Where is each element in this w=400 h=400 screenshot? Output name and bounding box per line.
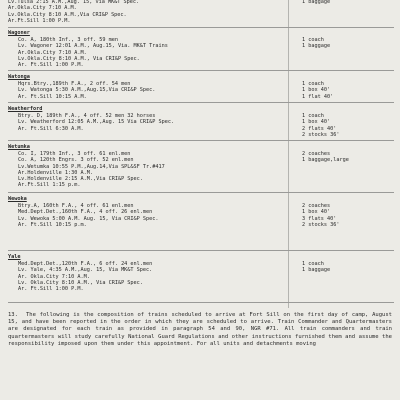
schedule-line: Ar.Okla.City 7:10 A.M. [8, 5, 77, 12]
schedule-line: Ar. Ft.Sill 6:30 A.M. [18, 125, 84, 132]
section-equipment [302, 113, 400, 138]
section-title: Wagoner [8, 30, 30, 36]
paragraph-13 [8, 312, 392, 348]
schedule-line: Ar. Ft.Sill 10:15 A.M. [18, 93, 87, 100]
equipment-line: 1 box 40' [302, 119, 331, 126]
equipment-line: 1 box 40' [302, 87, 331, 94]
section-rule [8, 140, 394, 141]
schedule-line: Ar. Ft.Sill 1:00 P.M. [18, 286, 84, 293]
column-divider [288, 0, 289, 308]
schedule-line: Lv. Yale, 4:35 A.M.,Aug. 15, Via MK&T Spec. [18, 267, 153, 274]
schedule-line: Co. I, 179th Inf., 3 off. 61 enl.men [18, 151, 131, 157]
equipment-line: 1 baggage [302, 0, 331, 5]
section-rule [8, 102, 394, 103]
schedule-line: Ar.Ft.Sill 1:15 p.m. [18, 182, 81, 189]
equipment-line: 2 flats 40' [302, 125, 337, 132]
schedule-line: Lv. Wagoner 12:01 A.M., Aug.15, Via. MK&T Trains [18, 43, 168, 50]
schedule-line: Lv.Okla.City 8:10 A.M.,Via CRI&P Spec. [8, 11, 127, 18]
equipment-line: 1 baggage [302, 43, 331, 50]
section-equipment [302, 81, 400, 100]
section-title: Weatherford [8, 106, 43, 112]
schedule-line: Med.Dept.Det.,160th F.A., 4 off. 26 enl.men [18, 209, 153, 216]
section-equipment [302, 151, 400, 164]
equipment-line: 2 coaches [302, 151, 331, 157]
equipment-line: 1 box 40' [302, 209, 331, 216]
schedule-line: Ar.Holdenville 1:30 A.M. [18, 169, 93, 176]
section-lines [18, 151, 288, 189]
section-equipment [302, 203, 400, 228]
equipment-line: 3 flats 40' [302, 215, 337, 222]
schedule-line: Lv.Okla.City 8:10 A.M., Via CRI&P Spec. [18, 55, 140, 62]
schedule-line: Lv.Wetumka 10:55 P.M.,Aug.14,Via SPL&SF Tr.#417 [18, 163, 165, 170]
schedule-line: Ar.Ft.Sill 1:00 P.M. [8, 17, 71, 24]
section-rule [8, 27, 394, 28]
equipment-line: 1 baggage,large [302, 157, 349, 164]
top-equipment [302, 0, 400, 5]
schedule-line: Lv. Watonga 5:30 A.M.,Aug.15,Via CRI&P Spec. [18, 87, 156, 94]
equipment-line: 1 baggage [302, 267, 331, 274]
section-title: Wetumka [8, 144, 30, 150]
equipment-line: 1 flat 40' [302, 93, 334, 100]
equipment-line: 2 coaches [302, 203, 331, 209]
equipment-line: 1 coach [302, 37, 324, 43]
section-title: Wewoka [8, 196, 27, 202]
section-title: Yale [8, 254, 21, 260]
section-rule [8, 70, 394, 71]
equipment-line: 1 coach [302, 81, 324, 87]
schedule-line: Co. A, 180th Inf., 3 off. 59 men [18, 37, 118, 43]
section-lines [18, 37, 288, 68]
equipment-line: 1 coach [302, 261, 324, 267]
section-equipment [302, 37, 400, 50]
schedule-line: Med.Dept.Det.,120th F.A., 6 off. 24 enl.men [18, 261, 153, 267]
section-rule [8, 302, 394, 303]
section-lines [18, 81, 288, 100]
schedule-line: Ar. Ft.Sill 1:00 P.M. [18, 62, 84, 69]
equipment-line: 2 stocks 36' [302, 221, 340, 228]
section-lines [18, 261, 288, 292]
paragraph-text: The following is the composition of trains scheduled to arrive at Fort Sill on the first day of camp, August 15, and have been reported in the order in which they are scheduled to arrive. Train Commander and Quartermasters are designated for each train as provided in paragraph 54 and 90, NGR #71. All train commanders and train quartermasters will study carefully National Guard Regulations and other instructions furnished them and assume the responsibility imposed upon them under this appointment. For all units and detachments moving [8, 312, 392, 347]
section-equipment [302, 261, 400, 274]
section-rule [8, 192, 394, 193]
section-rule [8, 250, 394, 251]
schedule-line: Lv. Okla.City 8:10 A.M., Via CRI&P Spec. [18, 279, 143, 286]
paragraph-number: 13. [8, 312, 18, 318]
schedule-line: Lv.Holdenville 2:15 A.M.,Via CRI&P Spec. [18, 176, 143, 183]
schedule-line: Btry.A, 160th F.A., 4 off. 61 enl.men [18, 203, 134, 209]
equipment-line: 2 stocks 36' [302, 131, 340, 138]
schedule-line: Co. A, 120th Engrs. 3 off. 52 enl.men [18, 157, 134, 164]
section-title: Watonga [8, 74, 30, 80]
schedule-line: Btry. D, 189th F.A., 4 off. 52 men 32 horses [18, 113, 156, 119]
schedule-line: Lv. Weatherford 12:05 A.M.,Aug. 15 Via CRI&P Spec. [18, 119, 175, 126]
schedule-line: Hqrs.Btry.,189th F.A., 2 off. 54 men [18, 81, 131, 87]
schedule-line: Ar. Ft.Sill 10:15 p.m. [18, 221, 87, 228]
top-schedule-lines [8, 0, 278, 24]
schedule-line: Ar. Okla.City 7:10 A.M. [18, 273, 90, 280]
schedule-line: Ar.Okla.City 7:10 A.M. [18, 49, 87, 56]
section-lines [18, 203, 288, 228]
schedule-line: Lv.Tulsa 2:15 A.M.,Aug. 15, via MK&T Spec. [8, 0, 140, 5]
section-lines [18, 113, 288, 132]
equipment-line: 1 coach [302, 113, 324, 119]
schedule-line: Lv. Wewoka 5:00 A.M. Aug. 15, Via CRI&P Spec. [18, 215, 159, 222]
